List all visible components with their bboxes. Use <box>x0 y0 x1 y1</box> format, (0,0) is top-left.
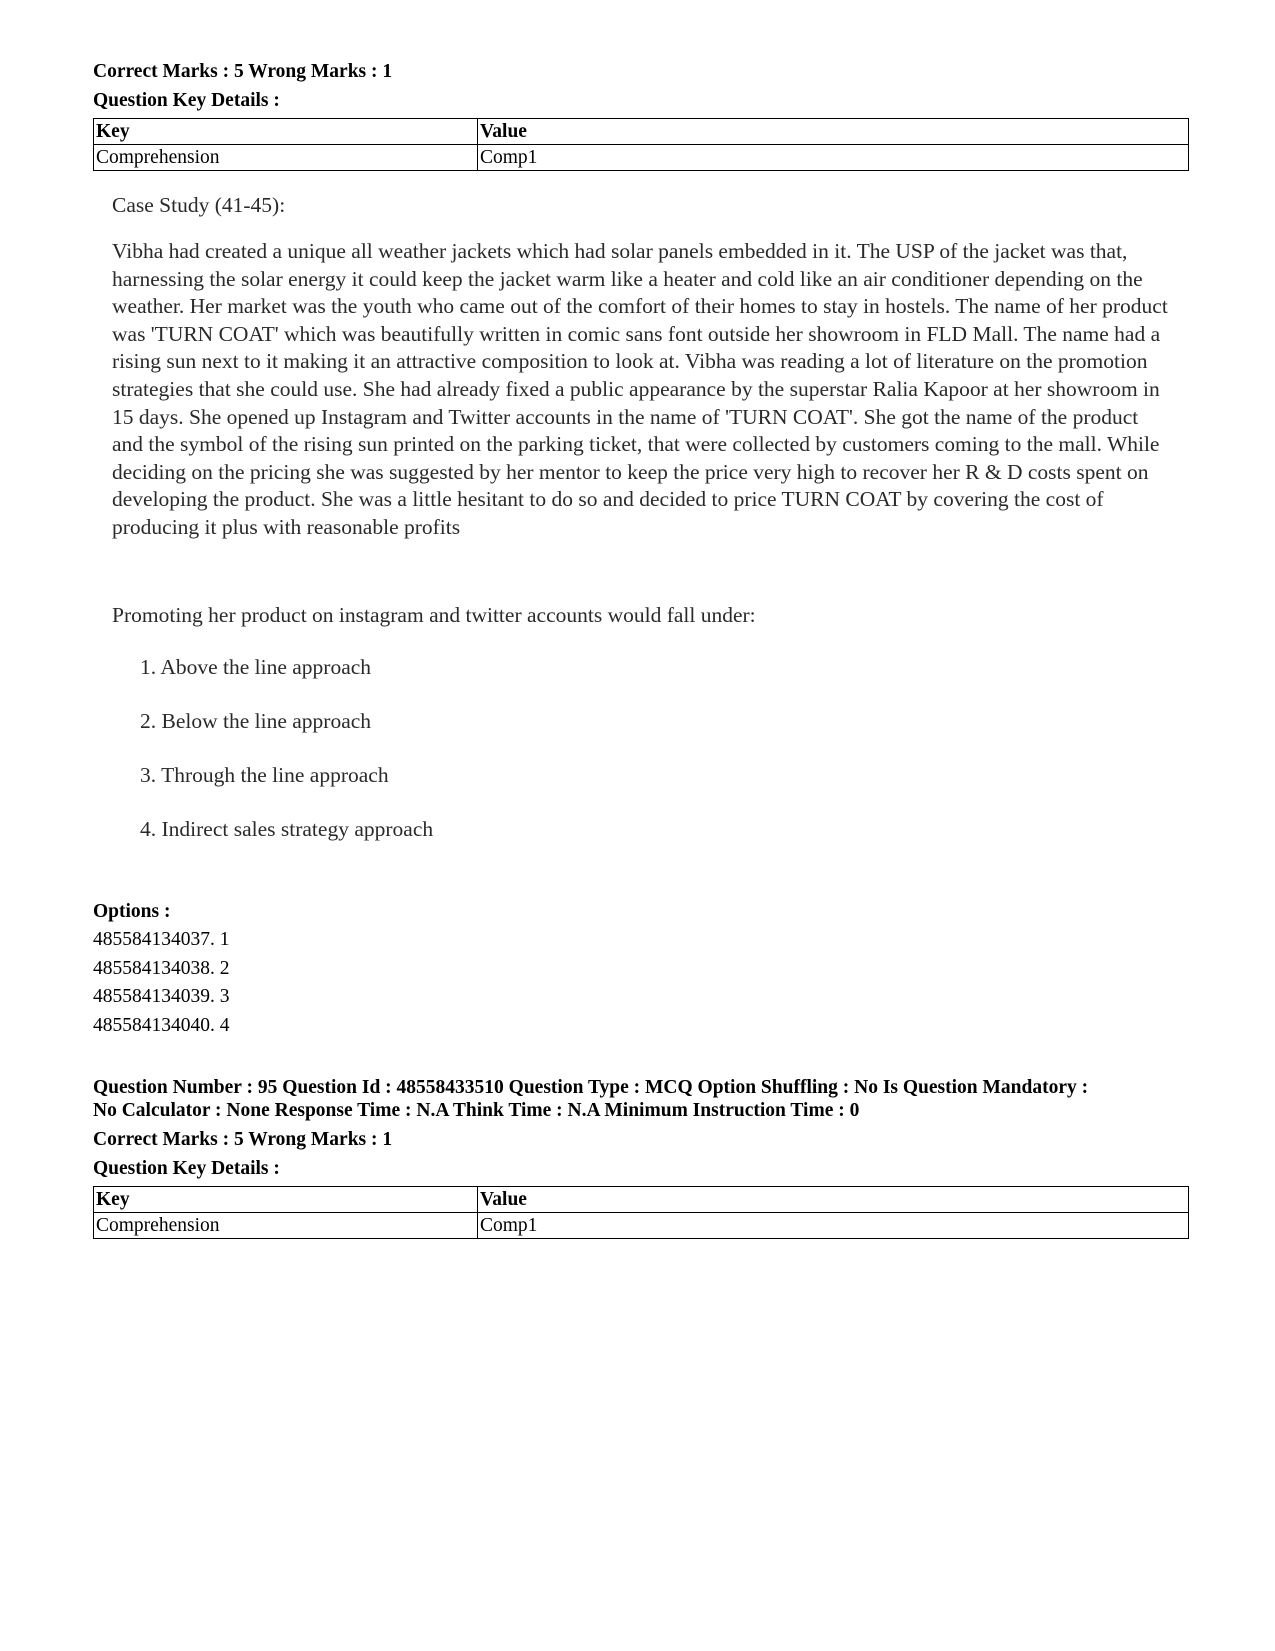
marks-line: Correct Marks : 5 Wrong Marks : 1 <box>93 1129 393 1150</box>
table-cell-key: Comprehension <box>94 1213 478 1239</box>
table-header-row <box>94 1187 1189 1213</box>
options-block <box>93 898 230 1040</box>
table-header-value: Value <box>478 119 1189 145</box>
table-cell-value: Comp1 <box>478 145 1189 171</box>
option-item: 485584134039. 3 <box>93 986 230 1007</box>
key-details-title: Question Key Details : <box>93 90 280 111</box>
table-header-value: Value <box>478 1187 1189 1213</box>
key-details-table <box>93 118 1189 171</box>
question-header-line-1: Question Number : 95 Question Id : 48558433510 Question Type : MCQ Option Shuffling : No Is Question Mandatory : <box>93 1077 1089 1098</box>
choice-list <box>140 652 1172 844</box>
choice-item: 3. Through the line approach <box>140 762 389 787</box>
option-item: 485584134040. 4 <box>93 1014 230 1036</box>
choice-item: 1. Above the line approach <box>140 654 372 679</box>
option-item: 485584134038. 2 <box>93 957 230 979</box>
table-header-key: Key <box>94 1187 478 1213</box>
option-item: 485584134037. 1 <box>93 929 230 950</box>
case-study-title: Case Study (41-45): <box>112 193 286 217</box>
table-header-row <box>94 119 1189 145</box>
question-text: Promoting her product on instagram and twitter accounts would fall under: <box>112 602 756 627</box>
table-header-key: Key <box>94 119 478 145</box>
choice-item: 4. Indirect sales strategy approach <box>140 816 434 841</box>
key-details-table <box>93 1186 1189 1239</box>
case-study-passage: Vibha had created a unique all weather jackets which had solar panels embedded in it. The USP of the jacket was that, harnessing the solar energy it could keep the jacket warm like a heater and cold like an air conditioner depending on the weather. Her market was the youth who came out of the comfort of their homes to stay in hostels. The name of her product was 'TURN COAT' which was beautifully written in comic sans font outside her showroom in FLD Mall. The name had a rising sun next to it making it an attractive composition to look at. Vibha was reading a lot of literature on the promotion strategies that she could use. She had already fixed a public appearance by the superstar Ralia Kapoor at her showroom in 15 days. She opened up Instagram and Twitter accounts in the name of 'TURN COAT'. She got the name of the product and the symbol of the rising sun printed on the parking ticket, that were collected by customers coming to the mall. While deciding on the pricing she was suggested by her mentor to keep the price very high to recover her R & D costs spent on developing the product. She was a little hesitant to do so and decided to price TURN COAT by covering the cost of producing it plus with reasonable profits <box>112 239 1168 539</box>
table-cell-value: Comp1 <box>478 1213 1189 1239</box>
question-header-line-2: No Calculator : None Response Time : N.A Think Time : N.A Minimum Instruction Time : 0 <box>93 1100 860 1121</box>
table-cell-key: Comprehension <box>94 145 478 171</box>
choice-item: 2. Below the line approach <box>140 708 372 733</box>
marks-line: Correct Marks : 5 Wrong Marks : 1 <box>93 61 393 82</box>
table-row <box>94 1213 1189 1239</box>
question-content <box>112 190 1172 868</box>
key-details-title: Question Key Details : <box>93 1158 280 1179</box>
table-row <box>94 145 1189 171</box>
options-title: Options : <box>93 901 171 922</box>
